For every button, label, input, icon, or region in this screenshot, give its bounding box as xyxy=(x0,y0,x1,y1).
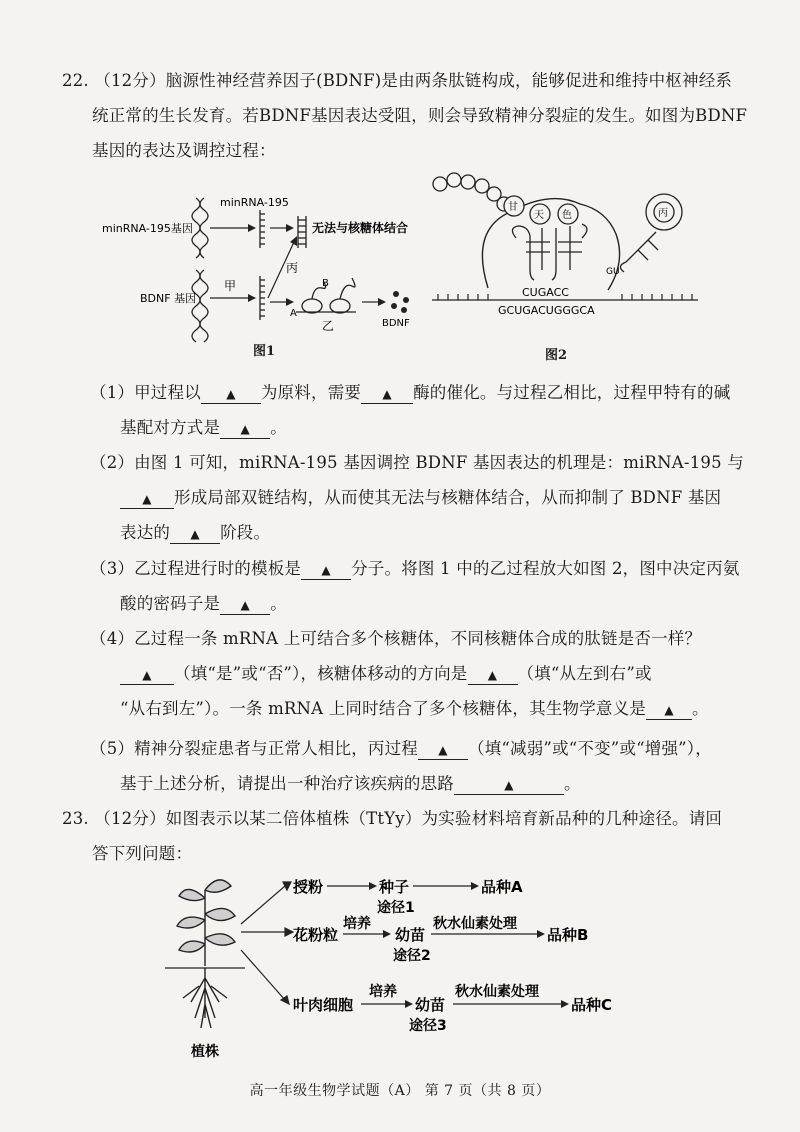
mesophyll-label: 叶肉细胞 xyxy=(293,996,354,1014)
q22-line-3: 基因的表达及调控过程： xyxy=(92,141,276,160)
free-trna xyxy=(620,232,658,272)
q22-sub2-line3: 表达的 ▲ 阶段。 xyxy=(120,523,271,542)
seedling-label-3: 幼苗 xyxy=(415,996,446,1014)
branch-arrows xyxy=(241,882,293,1004)
figure-2-caption: 图2 xyxy=(545,348,568,363)
label-a: A xyxy=(290,308,297,319)
answer-blank[interactable]: ▲ xyxy=(220,420,270,439)
process-bing-label: 丙 xyxy=(286,261,299,275)
bing-label: 丙 xyxy=(658,208,668,219)
answer-blank[interactable]: ▲ xyxy=(468,666,518,685)
plant-illustration xyxy=(165,880,245,1028)
ribosome-outline xyxy=(482,199,619,290)
mirna-label: minRNA-195 xyxy=(220,196,289,209)
mirna-gene-label: minRNA-195基因 xyxy=(102,222,193,235)
q22-line-1: 22. （12分）脑源性神经营养因子(BDNF)是由两条肽链构成，能够促进和维持中枢神经系 xyxy=(62,71,733,90)
figure-1-caption: 图1 xyxy=(253,344,276,359)
label-b: B xyxy=(322,278,329,289)
route-2-label: 途径2 xyxy=(393,948,431,964)
q22-sub4-line3: “从右到左”）。一条 mRNA 上同时结合了多个核糖体，其生物学意义是 ▲ 。 xyxy=(120,699,709,718)
anticodon-label: CUGACC xyxy=(522,286,569,299)
plant-label: 植株 xyxy=(191,1044,219,1060)
answer-blank[interactable]: ▲ xyxy=(301,561,351,580)
process-yi-label: 乙 xyxy=(322,319,335,333)
trna-pair xyxy=(512,224,587,280)
figure-1 xyxy=(100,190,430,360)
bdnf-gene-dna xyxy=(192,270,208,342)
q22-sub4-line2: ▲ （填“是”或“否”），核糖体移动的方向是 ▲ （填“从左到右”或 xyxy=(120,663,652,685)
answer-blank[interactable]: ▲ xyxy=(418,741,468,760)
q22-sub3-line1: （3）乙过程进行时的模板是 ▲ 分子。将图 1 中的乙过程放大如图 2，图中决定丙氨 xyxy=(90,559,740,578)
pollination-label: 授粉 xyxy=(293,878,324,896)
seed-label: 种子 xyxy=(379,878,410,896)
variety-c-label: 品种C xyxy=(571,996,613,1014)
variety-a-label: 品种A xyxy=(481,878,523,896)
answer-blank[interactable]: ▲ xyxy=(170,525,220,544)
route-1-label: 途径1 xyxy=(377,900,415,916)
page-footer: 高一年级生物学试题（A） 第 7 页（共 8 页） xyxy=(249,1083,551,1099)
gan-label: 甘 xyxy=(508,202,518,213)
se-label: 色 xyxy=(562,210,572,221)
peptide-chain xyxy=(433,173,511,211)
variety-b-label: 品种B xyxy=(547,926,589,944)
breeding-diagram xyxy=(165,868,645,1068)
answer-blank[interactable]: ▲ xyxy=(120,666,174,685)
colchicine-label-2: 秋水仙素处理 xyxy=(433,916,517,932)
q22-sub1-line2: 基配对方式是 ▲ 。 xyxy=(120,418,287,437)
q22-sub3-line2: 酸的密码子是 ▲ 。 xyxy=(120,594,287,613)
mirna-gene-dna xyxy=(192,198,208,258)
no-binding-label: 无法与核糖体结合 xyxy=(312,221,409,235)
q22-line-2: 统正常的生长发育。若BDNF基因表达受阻，则会导致精神分裂症的发生。如图为BDNF xyxy=(92,106,748,125)
answer-blank[interactable]: ▲ xyxy=(201,385,261,404)
q22-sub5-line2: 基于上述分析，请提出一种治疗该疾病的思路 ▲ 。 xyxy=(120,774,581,793)
q22-sub2-line1: （2）由图 1 可知，miRNA-195 基因调控 BDNF 基因表达的机理是：miRNA-195 与 xyxy=(90,453,744,472)
q22-sub2-line2: ▲ 形成局部双链结构，从而使其无法与核糖体结合，从而抑制了 BDNF 基因 xyxy=(120,487,721,509)
culture-label-2: 培养 xyxy=(343,916,371,932)
bdnf-mrna-strand xyxy=(260,276,265,320)
pollen-label: 花粉粒 xyxy=(293,926,339,944)
colchicine-label-3: 秋水仙素处理 xyxy=(455,984,539,1000)
mirna-strand xyxy=(260,210,265,248)
gu-label: GU xyxy=(606,267,620,277)
answer-blank[interactable]: ▲ xyxy=(646,701,692,720)
q22-sub4-line1: （4）乙过程一条 mRNA 上可结合多个核糖体，不同核糖体合成的肽链是否一样？ xyxy=(90,629,702,648)
mrna-sequence-label: GCUGACUGGGCA xyxy=(498,304,595,317)
bdnf-gene-label: BDNF 基因 xyxy=(140,292,197,305)
answer-blank[interactable]: ▲ xyxy=(120,490,174,509)
route-3-label: 途径3 xyxy=(409,1018,447,1034)
q23-line-1: 23. （12分）如图表示以某二倍体植株（TtYy）为实验材料培育新品种的几种途径。请回 xyxy=(62,809,723,828)
culture-label-3: 培养 xyxy=(369,984,397,1000)
q22-sub5-line1: （5）精神分裂症患者与正常人相比，丙过程 ▲ （填“减弱”或“不变”或“增强”）， xyxy=(90,739,712,758)
process-jia-label: 甲 xyxy=(224,279,237,293)
hybrid-double-strand xyxy=(298,216,306,248)
answer-blank[interactable]: ▲ xyxy=(220,596,270,615)
answer-blank[interactable]: ▲ xyxy=(454,776,564,795)
q23-line-2: 答下列问题： xyxy=(92,844,193,863)
seedling-label-2: 幼苗 xyxy=(395,926,426,944)
answer-blank[interactable]: ▲ xyxy=(361,385,413,404)
tian-label: 天 xyxy=(534,210,544,221)
bdnf-protein-dots xyxy=(391,291,409,313)
bdnf-protein-label: BDNF xyxy=(382,318,410,329)
q22-sub1-line1: （1）甲过程以 ▲ 为原料，需要 ▲ 酶的催化。与过程乙相比，过程甲特有的碱 xyxy=(90,383,731,402)
figure-2 xyxy=(430,170,710,360)
